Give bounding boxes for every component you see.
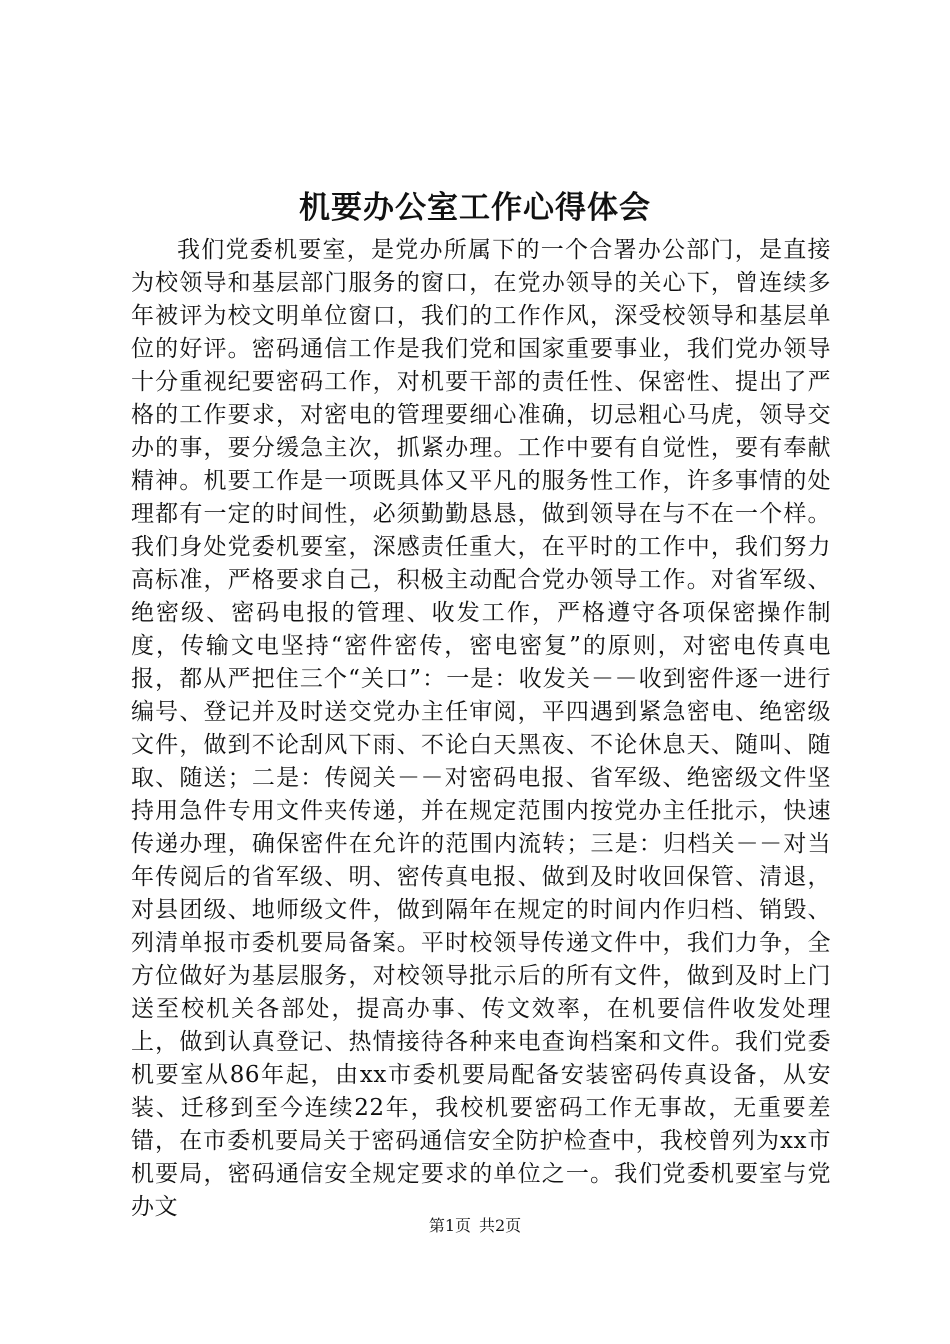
page-footer	[0, 1215, 950, 1237]
body-paragraph: 我们党委机要室，是党办所属下的一个合署办公部门，是直接为校领导和基层部门服务的窗口，在党办领导的关心下，曾连续多年被评为校文明单位窗口，我们的工作作风，深受校领导和基层单位的好评。密码通信工作是我们党和国家重要事业，我们党办领导十分重视纪要密码工作，对机要干部的责任性、保密性、提出了严格的工作要求，对密电的管理要细心准确，切忌粗心马虎，领导交办的事，要分缓急主次，抓紧办理。工作中要有自觉性，要有奉献精神。机要工作是一项既具体又平凡的服务性工作，许多事情的处理都有一定的时间性，必须勤勤恳恳，做到领导在与不在一个样。我们身处党委机要室，深感责任重大，在平时的工作中，我们努力高标准，严格要求自己，积极主动配合党办领导工作。对省军级、绝密级、密码电报的管理、收发工作，严格遵守各项保密操作制度，传输文电坚持“密件密传，密电密复”的原则，对密电传真电报，都从严把住三个“关口”：一是：收发关－－收到密件逐一进行编号、登记并及时送交党办主任审阅，平四遇到紧急密电、绝密级文件，做到不论刮风下雨、不论白天黑夜、不论休息天、随叫、随取、随送；二是：传阅关－－对密码电报、省军级、绝密级文件坚持用急件专用文件夹传递，并在规定范围内按党办主任批示，快速传递办理，确保密件在允许的范围内流转；三是：归档关－－对当年传阅后的省军级、明、密传真电报、做到及时收回保管、清退，对县团级、地师级文件，做到隔年在规定的时间内作归档、销毁、列清单报市委机要局备案。平时校领导传递文件中，我们力争，全方位做好为基层服务，对校领导批示后的所有文件，做到及时上门送至校机关各部处，提高办事、传文效率，在机要信件收发处理上，做到认真登记、热情接待各种来电查询档案和文件。我们党委机要室从86年起，由xx市委机要局配备安装密码传真设备，从安装、迁移到至今连续22年，我校机要密码工作无事故，无重要差错，在市委机要局关于密码通信安全防护检查中，我校曾列为xx市机要局，密码通信安全规定要求的单位之一。我们党委机要室与党办文	[131, 237, 831, 1220]
document-title: 机要办公室工作心得体会	[299, 190, 651, 226]
page-number: 第1页	[428, 1216, 471, 1235]
page-total: 共2页	[479, 1216, 522, 1235]
